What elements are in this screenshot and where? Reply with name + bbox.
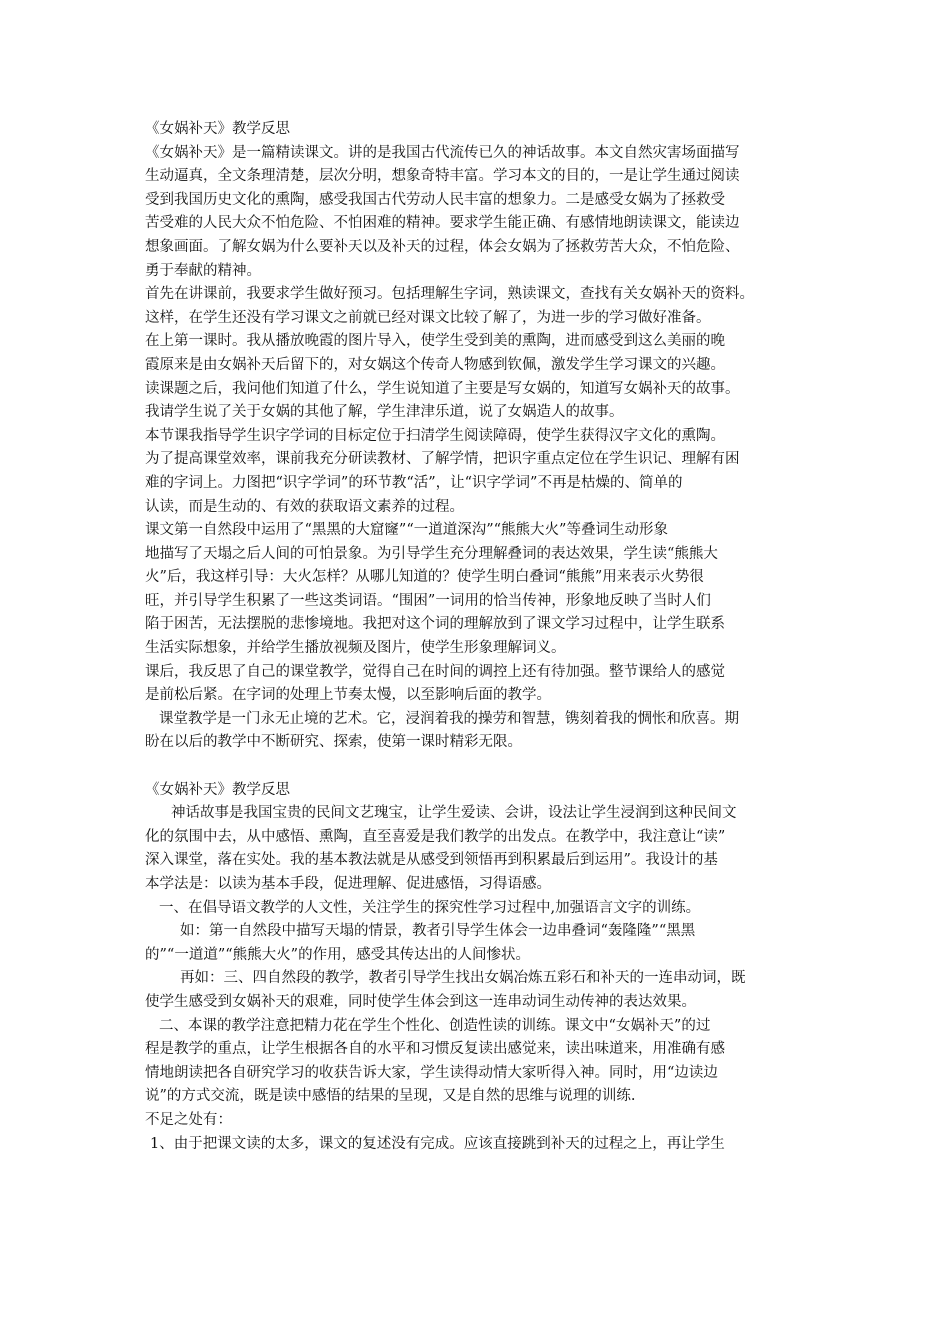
intro-line: 本学法是：以读为基本手段，促进理解、促进感悟，习得语感。: [145, 876, 551, 892]
shortcoming-label: 不足之处有：: [145, 1111, 232, 1128]
paragraph-line: 课文第一自然段中运用了“黑黑的大窟窿”“一道道深沟”“熊熊大火”等叠词生动形象: [145, 522, 668, 539]
paragraph-line: 首先在讲课前，我要求学生做好预习。包括理解生字词，熟读课文，查找有关女娲补天的资料。: [145, 286, 754, 303]
document-page: [145, 118, 825, 1156]
paragraph-line: 想象画面。了解女娲为什么要补天以及补天的过程，体会女娲为了拯救劳苦大众，不怕危险、: [145, 238, 740, 255]
section1-title: 《女娲补天》教学反思: [145, 121, 290, 137]
paragraph-line: 认读，而是生动的、有效的获取语文素养的过程。: [145, 498, 464, 515]
section1-body: [145, 142, 825, 755]
paragraph-line: 生活实际想象，并给学生播放视频及图片，使学生形象理解词义。: [145, 640, 566, 657]
closing-paragraph-line: 课堂教学是一门永无止境的艺术。它，浸润着我的操劳和智慧，镌刻着我的惆怅和欣喜。期: [159, 710, 739, 727]
paragraph-line: 这样，在学生还没有学习课文之前就已经对课文比较了解了，为进一步的学习做好准备。: [145, 309, 711, 326]
paragraph-line: 在上第一课时。我从播放晚霞的图片导入，使学生受到美的熏陶，进而感受到这么美丽的晚: [145, 333, 725, 350]
paragraph-line: 是前松后紧。在字词的处理上节奏太慢，以至影响后面的教学。: [145, 687, 551, 704]
paragraph-line: 旺，并引导学生积累了一些这类词语。“围困”一词用的恰当传神，形象地反映了当时人们: [145, 592, 711, 609]
paragraph-line: 为了提高课堂效率，课前我充分研读教材、了解学情，把识字重点定位在学生识记、理解有困: [145, 451, 740, 468]
paragraph-line: 受到我国历史文化的熏陶，感受我国古代劳动人民丰富的想象力。二是感受女娲为了拯救受: [145, 191, 725, 208]
paragraph-line: 难的字词上。力图把“识字学词”的环节教“活”，让“识字学词”不再是枯燥的、简单的: [145, 474, 683, 491]
closing-paragraph-line: 盼在以后的教学中不断研究、探索，使第一课时精彩无限。: [145, 734, 522, 751]
example-1-line: 如：第一自然段中描写天塌的情景，教者引导学生体会一边串叠词“轰隆隆”“黑黑: [180, 923, 696, 940]
paragraph-line: 地描写了天塌之后人间的可怕景象。为引导学生充分理解叠词的表达效果，学生读“熊熊大: [145, 545, 718, 562]
shortcoming-item-1: 1、由于把课文读的太多，课文的复述没有完成。应该直接跳到补天的过程之上，再让学生: [150, 1135, 725, 1152]
paragraph-line: 苦受难的人民大众不怕危险、不怕困难的精神。要求学生能正确、有感情地朗读课文，能读边: [145, 215, 740, 232]
point-2-line: 二、本课的教学注意把精力花在学生个性化、创造性读的训练。课文中“女娲补天”的过: [159, 1017, 711, 1034]
paragraph-line: 陷于困苦，无法摆脱的悲惨境地。我把对这个词的理解放到了课文学习过程中，让学生联系: [145, 616, 725, 633]
paragraph-line: 课后，我反思了自己的课堂教学，觉得自己在时间的调控上还有待加强。整节课给人的感觉: [145, 663, 725, 680]
intro-line: 化的氛围中去，从中感悟、熏陶，直至喜爱是我们教学的出发点。在教学中，我注意让“读”: [145, 828, 726, 845]
paragraph-line: 读课题之后，我问他们知道了什么，学生说知道了主要是写女娲的，知道写女娲补天的故事。: [145, 380, 740, 397]
example-2-line: 再如：三、四自然段的教学，教者引导学生找出女娲冶炼五彩石和补天的一连串动词，既: [180, 970, 746, 987]
point-2-line: 说”的方式交流，既是读中感悟的结果的呈现，又是自然的思维与说理的训练.: [145, 1088, 636, 1105]
paragraph-line: 我请学生说了关于女娲的其他了解，学生津津乐道，说了女娲造人的故事。: [145, 404, 624, 421]
example-1-line: 的”“一道道”“熊熊大火”的作用，感受其传达出的人间惨状。: [145, 946, 531, 963]
point-1-heading: 一、在倡导语文教学的人文性，关注学生的探究性学习过程中,加强语言文字的训练。: [159, 899, 701, 916]
section-spacer: [145, 755, 825, 779]
paragraph-line: 生动逼真，全文条理清楚，层次分明，想象奇特丰富。学习本文的目的，一是让学生通过阅读: [145, 168, 740, 185]
section2-body: [145, 802, 825, 1156]
paragraph-line: 本节课我指导学生识字学词的目标定位于扫清学生阅读障碍，使学生获得汉字文化的熏陶。: [145, 427, 725, 444]
paragraph-line: 火”后，我这样引导：大火怎样？从哪儿知道的？使学生明白叠词“熊熊”用来表示火势很: [145, 569, 704, 586]
point-2-line: 情地朗读把各自研究学习的收获告诉大家，学生读得动情大家听得入神。同时，用“边读边: [145, 1064, 718, 1081]
paragraph-line: 勇于奉献的精神。: [145, 262, 261, 279]
point-2-line: 程是教学的重点，让学生根据各自的水平和习惯反复读出感觉来，读出味道来，用准确有感: [145, 1041, 725, 1058]
example-2-line: 使学生感受到女娲补天的艰难，同时使学生体会到这一连串动词生动传神的表达效果。: [145, 993, 696, 1010]
intro-line: 深入课堂，落在实处。我的基本教法就是从感受到领悟再到积累最后到运用”。我设计的基: [145, 852, 718, 869]
paragraph-line: 霞原来是由女娲补天后留下的，对女娲这个传奇人物感到钦佩，激发学生学习课文的兴趣。: [145, 356, 725, 373]
paragraph-line: 《女娲补天》是一篇精读课文。讲的是我国古代流传已久的神话故事。本文自然灾害场面描写: [145, 144, 740, 161]
intro-line: 神话故事是我国宝贵的民间文艺瑰宝，让学生爱读、会讲，设法让学生浸润到这种民间文: [171, 805, 737, 822]
section2-title: 《女娲补天》教学反思: [145, 781, 290, 798]
